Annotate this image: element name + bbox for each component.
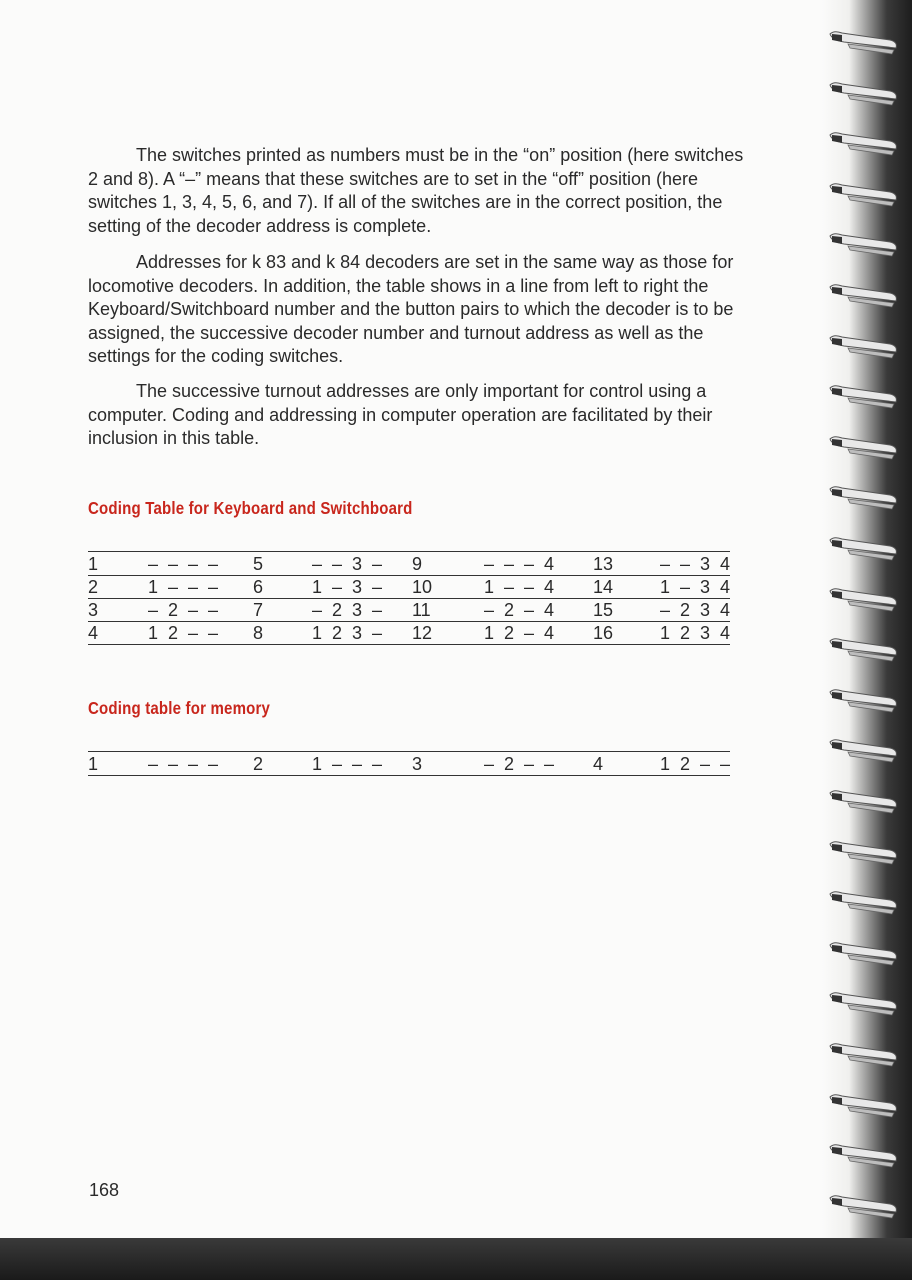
- switch-code: 1 2 – 4: [483, 623, 554, 643]
- decoder-number: 12: [412, 623, 433, 643]
- switch-code: 1 2 3 4: [659, 623, 730, 643]
- binding-ring: [828, 941, 900, 963]
- decoder-number: 3: [412, 754, 423, 774]
- decoder-number: 5: [253, 554, 264, 574]
- table-row: [88, 753, 730, 776]
- switch-code: – – – 4: [483, 554, 554, 574]
- decoder-number: 14: [593, 577, 614, 597]
- switch-code: 1 2 – –: [659, 754, 730, 774]
- binding-ring: [828, 536, 900, 558]
- binding-ring: [828, 182, 900, 204]
- table-rule: [88, 551, 730, 552]
- table-row: [88, 576, 730, 599]
- page-number: 168: [89, 1180, 120, 1200]
- binding-ring: [828, 637, 900, 659]
- decoder-number: 4: [88, 623, 99, 643]
- switch-code: – 2 3 4: [659, 600, 730, 620]
- switch-code: – 2 – 4: [483, 600, 554, 620]
- keyboard-table-title: Coding Table for Keyboard and Switchboard: [88, 498, 413, 518]
- binding-ring: [828, 232, 900, 254]
- binding-ring: [828, 1042, 900, 1064]
- decoder-number: 11: [412, 600, 431, 620]
- binding-ring: [828, 738, 900, 760]
- page-shadow: [0, 1238, 912, 1280]
- switch-code: – – 3 –: [311, 554, 382, 574]
- memory-table-title: Coding table for memory: [88, 698, 271, 718]
- decoder-number: 3: [88, 600, 99, 620]
- binding-ring: [828, 81, 900, 103]
- decoder-number: 13: [593, 554, 614, 574]
- decoder-number: 16: [593, 623, 614, 643]
- switch-code: – 2 3 –: [311, 600, 382, 620]
- binding-ring: [828, 991, 900, 1013]
- decoder-number: 10: [412, 577, 433, 597]
- table-rule: [88, 751, 730, 752]
- binding-ring: [828, 1143, 900, 1165]
- table-row: [88, 622, 730, 645]
- switch-code: 1 – – –: [147, 577, 218, 597]
- decoder-number: 1: [88, 754, 99, 774]
- switch-code: 1 – – –: [311, 754, 382, 774]
- binding-ring: [828, 688, 900, 710]
- decoder-number: 2: [253, 754, 264, 774]
- switch-code: – – 3 4: [659, 554, 730, 574]
- binding-ring: [828, 283, 900, 305]
- paragraph-switch-positions: The switches printed as numbers must be in the “on” position (here switches 2 and 8). A “–” means that these switches are to set in the “off” position (here switches 1, 3, 4, 5, 6, and 7). If all of the switches are in the correct position, the setting of the decoder address is complete.: [88, 145, 744, 236]
- decoder-number: 15: [593, 600, 614, 620]
- paragraph-decoder-addresses: Addresses for k 83 and k 84 decoders are set in the same way as those for locomotive decoders. In addition, the table shows in a line from left to right the Keyboard/Switchboard number and the button pairs to which the decoder is to be assigned, the successive decoder number and turnout address as well as the settings for the coding switches.: [88, 252, 734, 366]
- binding-ring: [828, 435, 900, 457]
- decoder-number: 4: [593, 754, 604, 774]
- decoder-number: 6: [253, 577, 264, 597]
- binding-ring: [828, 131, 900, 153]
- decoder-number: 9: [412, 554, 423, 574]
- table-rule: [88, 644, 730, 645]
- table-row: [88, 553, 730, 576]
- table-rule: [88, 775, 730, 776]
- table-row: [88, 599, 730, 622]
- paragraph-turnout-addresses: The successive turnout addresses are only important for control using a computer. Coding and addressing in computer operation are facilitated by their inclusion in this table.: [88, 381, 713, 448]
- switch-code: – – – –: [147, 754, 218, 774]
- decoder-number: 1: [88, 554, 99, 574]
- binding-ring: [828, 890, 900, 912]
- decoder-number: 2: [88, 577, 99, 597]
- binding-ring: [828, 30, 900, 52]
- switch-code: 1 – 3 –: [311, 577, 382, 597]
- switch-code: – 2 – –: [147, 600, 218, 620]
- binding-ring: [828, 587, 900, 609]
- decoder-number: 8: [253, 623, 264, 643]
- binding-ring: [828, 1194, 900, 1216]
- binding-ring: [828, 1093, 900, 1115]
- switch-code: 1 – 3 4: [659, 577, 730, 597]
- switch-code: – 2 – –: [483, 754, 554, 774]
- switch-code: 1 2 – –: [147, 623, 218, 643]
- switch-code: 1 2 3 –: [311, 623, 382, 643]
- binding-ring: [828, 840, 900, 862]
- binding-ring: [828, 789, 900, 811]
- switch-code: – – – –: [147, 554, 218, 574]
- binding-ring: [828, 334, 900, 356]
- switch-code: 1 – – 4: [483, 577, 554, 597]
- binding-ring: [828, 384, 900, 406]
- binding-ring: [828, 485, 900, 507]
- decoder-number: 7: [253, 600, 264, 620]
